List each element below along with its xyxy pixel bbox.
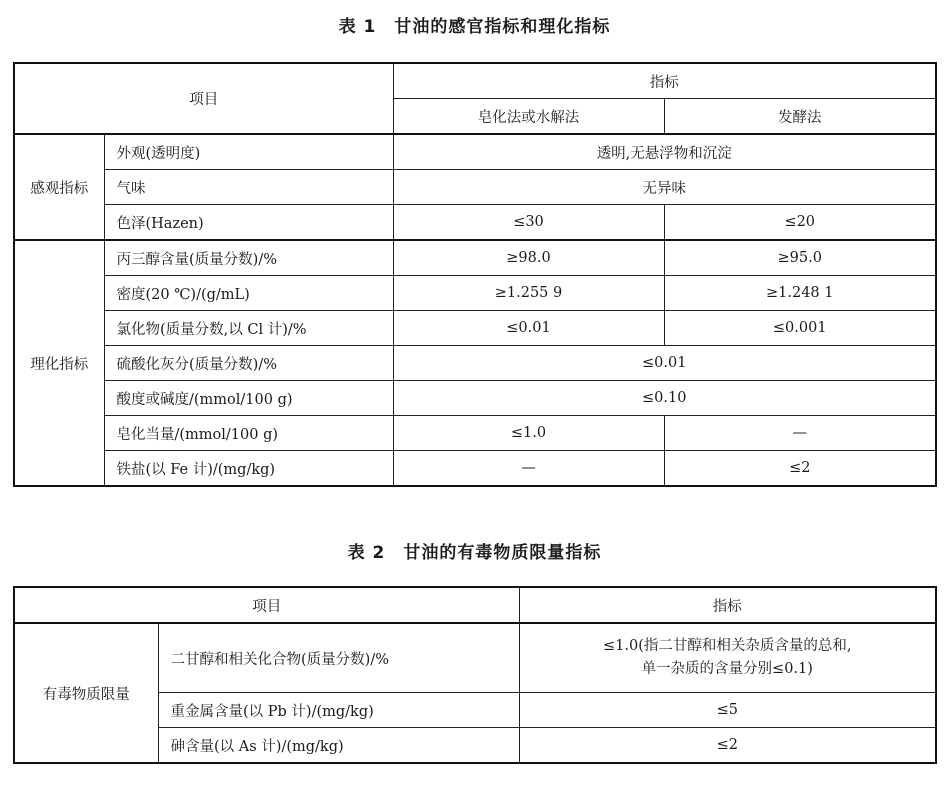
header-method-b: 发酵法 [664,99,936,135]
header-method-a: 皂化法或水解法 [393,99,664,135]
row-value-a: ≥98.0 [393,240,664,276]
row-value-b: — [664,416,936,451]
row-item: 砷含量(以 As 计)/(mg/kg) [158,728,519,764]
row-item: 密度(20 ℃)/(g/mL) [104,276,393,311]
header-item: 项目 [14,587,519,623]
table2-title: 表 2 甘油的有毒物质限量指标 [347,543,602,563]
row-value-a: ≤1.0 [393,416,664,451]
row-value-line1: ≤1.0(指二甘醇和相关杂质含量的总和, [603,637,852,654]
row-item: 二甘醇和相关化合物(质量分数)/% [158,623,519,693]
row-item: 铁盐(以 Fe 计)/(mg/kg) [104,451,393,487]
header-indicator: 指标 [393,63,936,99]
table1-title: 表 1 甘油的感官指标和理化指标 [338,17,611,37]
row-value-a: ≥1.255 9 [393,276,664,311]
row-item: 重金属含量(以 Pb 计)/(mg/kg) [158,693,519,728]
row-value-b: ≥95.0 [664,240,936,276]
row-item: 酸度或碱度/(mmol/100 g) [104,381,393,416]
row-item: 外观(透明度) [104,134,393,170]
group-label-sensory: 感观指标 [14,134,104,240]
table1-sensory-physicochemical [13,62,937,487]
row-item: 皂化当量/(mmol/100 g) [104,416,393,451]
header-item: 项目 [14,63,393,134]
row-value-line2: 单一杂质的含量分别≤0.1) [641,661,813,677]
row-item: 色泽(Hazen) [104,205,393,241]
row-value-merged: ≤0.10 [393,381,936,416]
row-value-a: — [393,451,664,487]
row-value-b: ≥1.248 1 [664,276,936,311]
row-item: 丙三醇含量(质量分数)/% [104,240,393,276]
row-item: 氯化物(质量分数,以 Cl 计)/% [104,311,393,346]
row-item: 气味 [104,170,393,205]
row-value-a: ≤0.01 [393,311,664,346]
row-value-multiline [519,623,936,693]
row-value-merged: ≤0.01 [393,346,936,381]
group-label-physicochemical: 理化指标 [14,240,104,486]
row-value: ≤2 [519,728,936,764]
row-value-b: ≤20 [664,205,936,241]
row-value-b: ≤0.001 [664,311,936,346]
group-label-toxic: 有毒物质限量 [14,623,158,763]
row-item: 硫酸化灰分(质量分数)/% [104,346,393,381]
row-value-b: ≤2 [664,451,936,487]
row-value-merged: 透明,无悬浮物和沉淀 [393,134,936,170]
row-value-a: ≤30 [393,205,664,241]
row-value-merged: 无异味 [393,170,936,205]
row-value: ≤5 [519,693,936,728]
header-indicator: 指标 [519,587,936,623]
table2-toxic-limits [13,586,937,764]
